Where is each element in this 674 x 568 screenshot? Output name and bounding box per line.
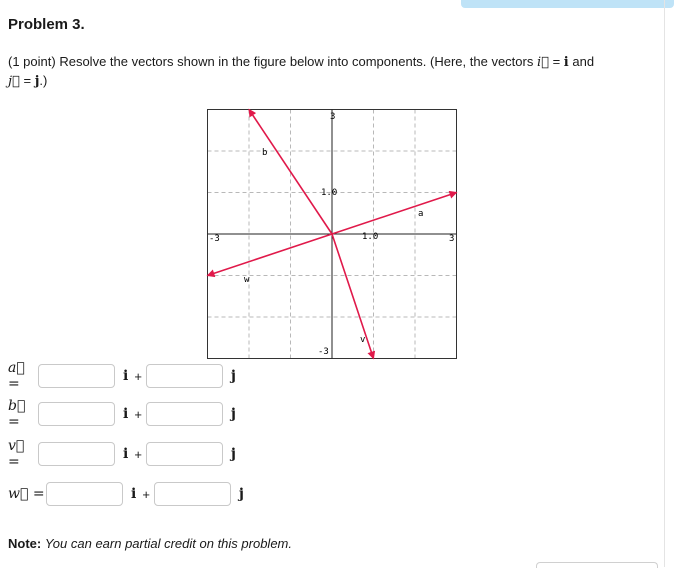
label-right: 3 [449,234,455,244]
answer-row-w [8,480,250,508]
j-unit: j [230,406,236,422]
label-ytick: 1.0 [321,188,338,198]
vector-label-v: v [360,335,366,345]
w-y-input[interactable] [154,482,231,506]
vector-a-label: a⃗ = [8,360,25,392]
vector-v-label: v⃗ = [8,438,25,470]
bottom-button-edge [536,562,658,568]
partial-credit-note [8,536,292,551]
plus-sign: + [134,406,142,422]
vector-w [208,234,333,276]
j-unit-symbol: j [34,74,40,89]
j-unit: j [238,486,244,502]
points-label: (1 point) [8,54,56,69]
statement-text: Resolve the vectors shown in the figure below into components. (Here, the vectors [59,54,534,69]
b-y-input[interactable] [146,402,223,426]
problem-title: Problem 3. [8,16,85,33]
vector-label-w: w [244,275,250,285]
answer-row-v [8,440,242,468]
vector-label-a: a [418,209,424,219]
answer-row-b [8,400,242,428]
plus-sign: + [142,486,150,502]
j-vector-symbol: j⃗ [8,74,20,89]
vector-a [332,193,457,235]
i-unit-symbol: i [563,55,569,70]
label-top: 3 [330,112,336,122]
equals-sign: = [23,73,32,88]
i-unit: i [131,486,137,502]
vector-label-b: b [262,148,268,158]
plus-sign: + [134,446,142,462]
statement-end: .) [39,73,48,88]
v-y-input[interactable] [146,442,223,466]
i-unit: i [123,406,129,422]
vector-figure [196,100,468,362]
note-text: You can earn partial credit on this problem. [44,536,292,551]
vector-v [332,234,374,359]
plus-sign: + [134,368,142,384]
label-left: -3 [209,234,220,244]
note-label: Note: [8,536,42,551]
j-unit: j [230,446,236,462]
a-y-input[interactable] [146,364,223,388]
vector-b-label: b⃗ = [8,398,26,430]
label-xtick: 1.0 [362,232,379,242]
w-x-input[interactable] [46,482,123,506]
answer-row-a [8,362,242,390]
equals-sign: = [552,54,561,69]
and-text: and [572,54,595,69]
b-x-input[interactable] [38,402,115,426]
i-unit: i [123,368,129,384]
i-vector-symbol: i⃗ [536,55,549,70]
vector-w-label: w⃗ = [8,486,45,502]
a-x-input[interactable] [38,364,115,388]
label-bottom: -3 [318,347,329,357]
j-unit: j [230,368,236,384]
v-x-input[interactable] [38,442,115,466]
problem-statement [8,53,658,91]
i-unit: i [123,446,129,462]
